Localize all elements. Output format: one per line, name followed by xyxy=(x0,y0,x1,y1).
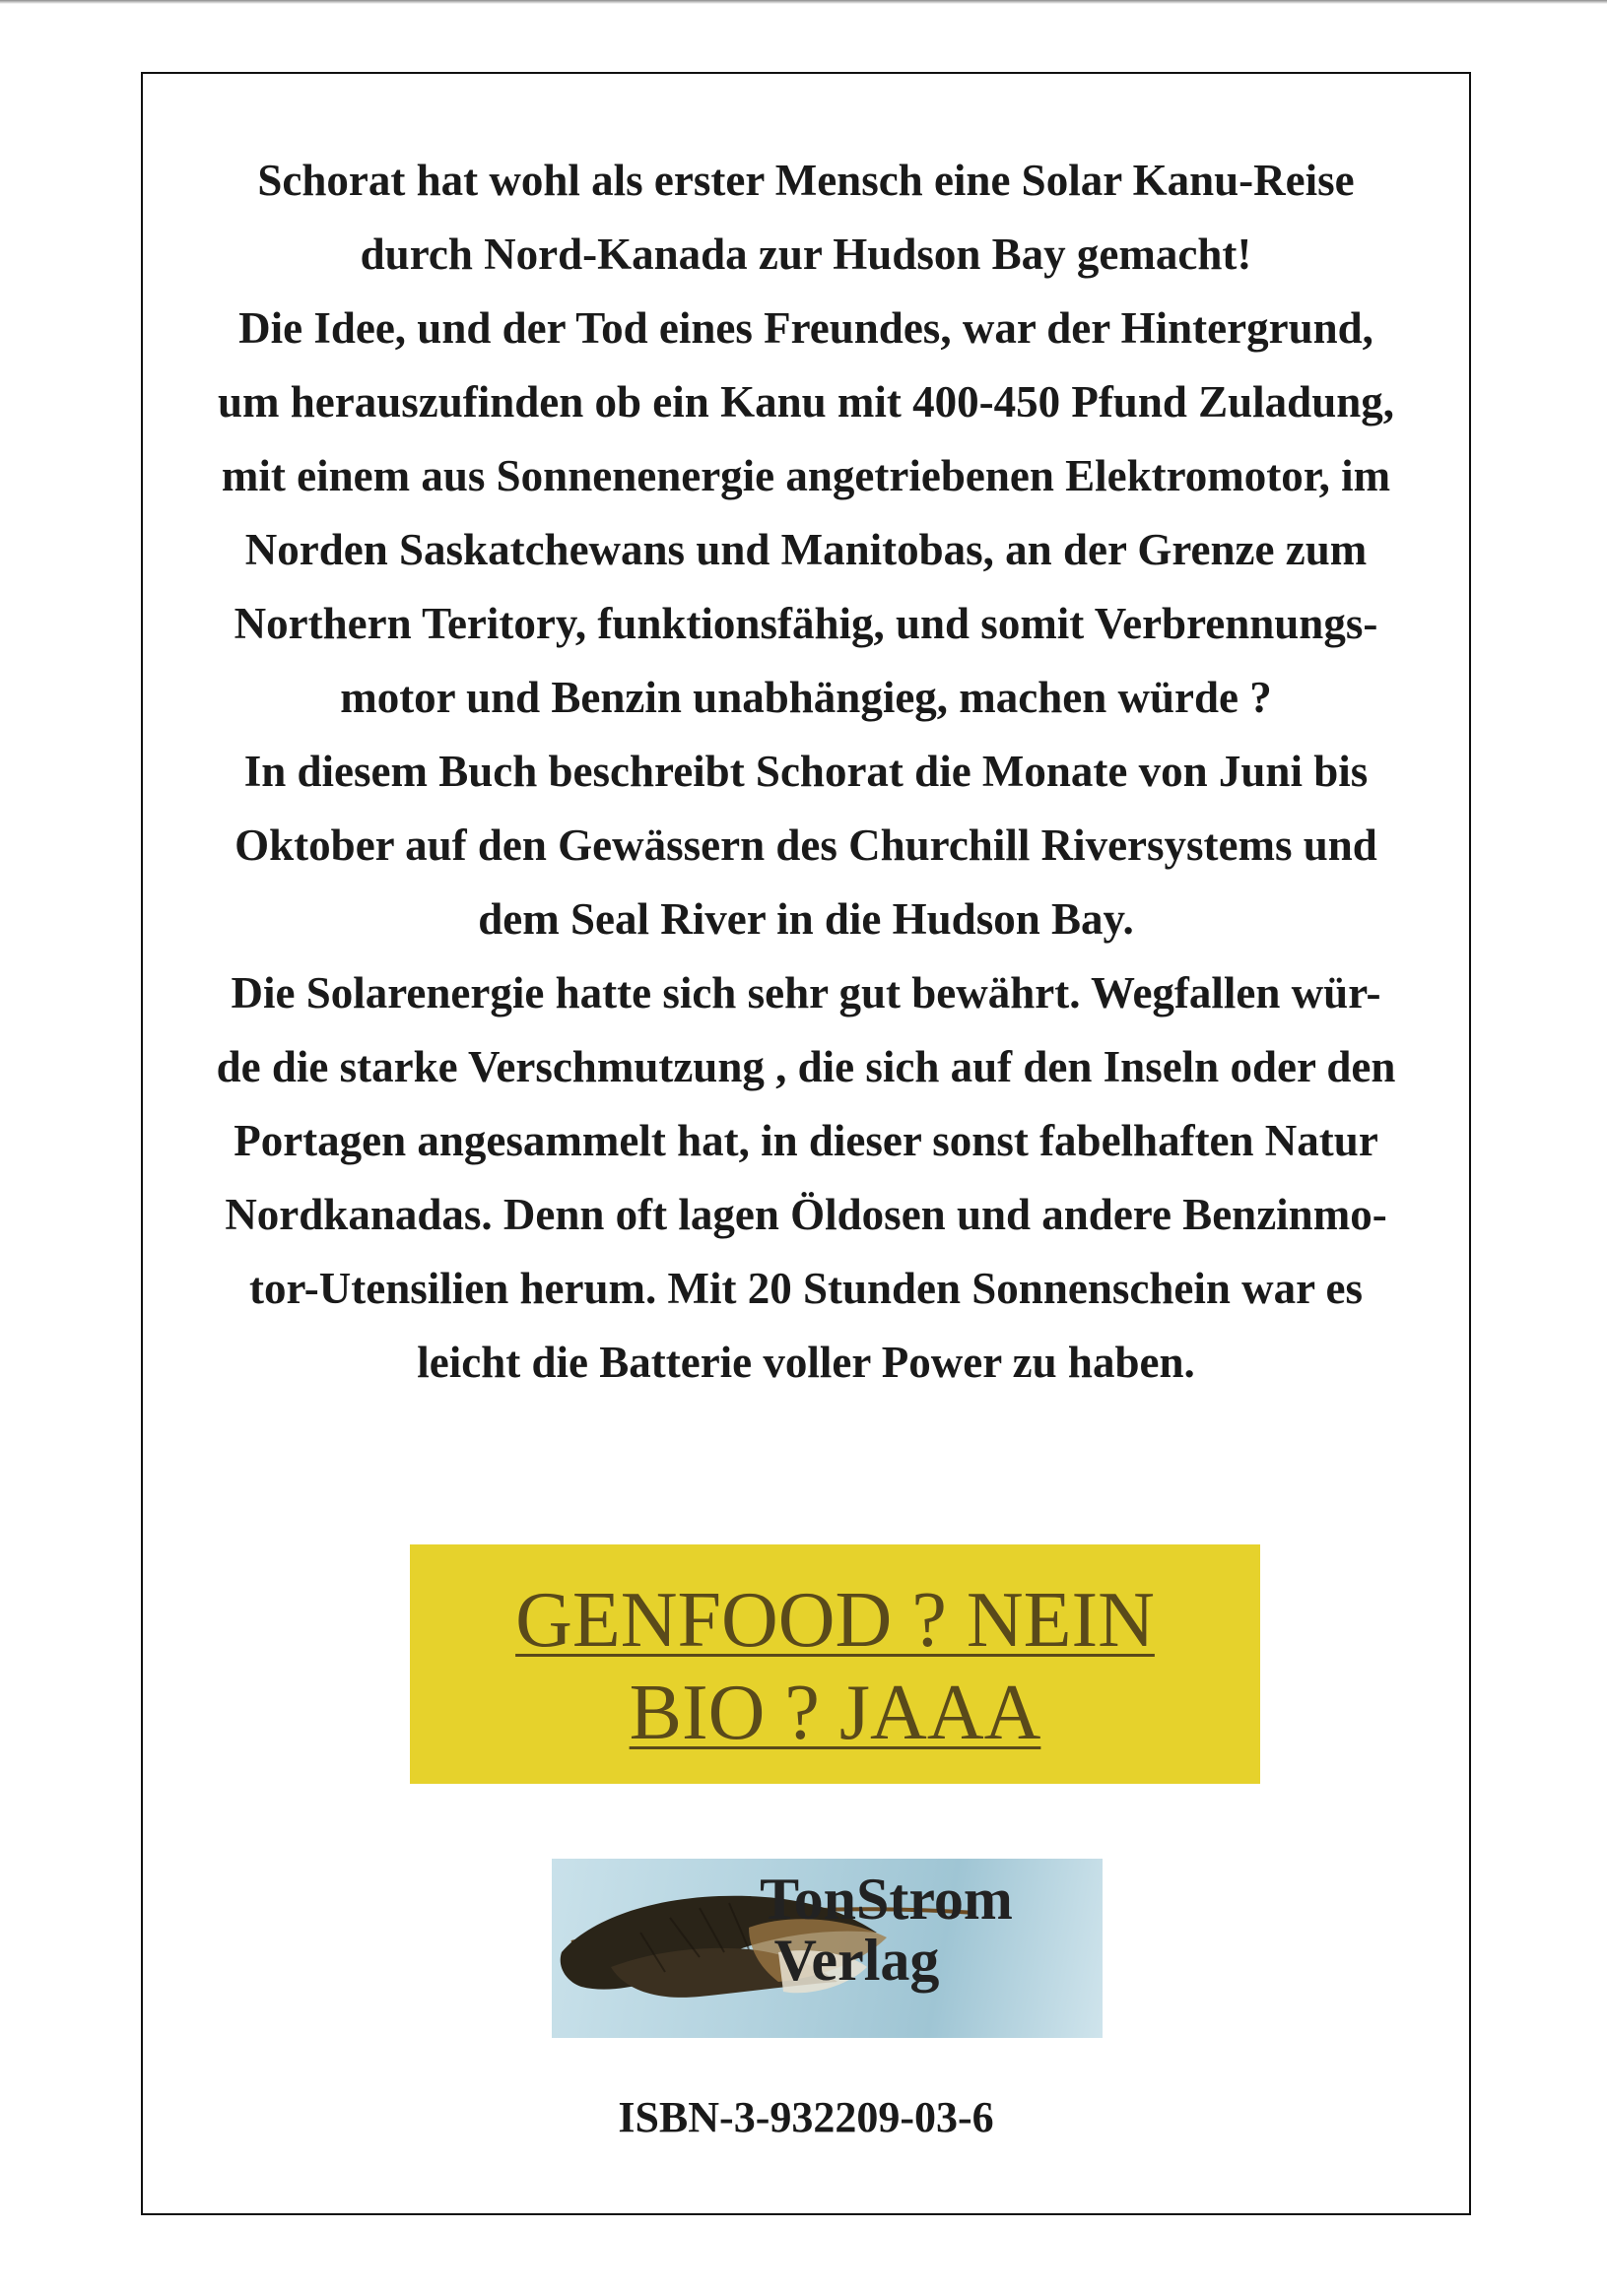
blurb-line: durch Nord-Kanada zur Hudson Bay gemacht! xyxy=(360,230,1252,279)
slogan-line-bio: BIO ? JAAA xyxy=(629,1670,1041,1756)
blurb-line: um herauszufinden ob ein Kanu mit 400-450 Pfund Zuladung, xyxy=(217,377,1395,426)
blurb-line: de die starke Verschmutzung , die sich auf den Inseln oder den xyxy=(216,1042,1396,1091)
scan-edge-shadow xyxy=(0,0,1607,4)
publisher-name-line1: TonStrom xyxy=(760,1867,1013,1932)
blurb-line: motor und Benzin unabhängieg, machen würde ? xyxy=(340,673,1272,722)
slogan-line-genfood: GENFOOD ? NEIN xyxy=(515,1577,1155,1664)
blurb-line: Northern Teritory, funktionsfähig, und somit Verbrennungs- xyxy=(234,599,1378,648)
blurb-line: Die Solarenergie hatte sich sehr gut bewährt. Wegfallen wür- xyxy=(231,968,1381,1017)
publisher-name-line2: Verlag xyxy=(773,1928,940,1993)
blurb-line: leicht die Batterie voller Power zu haben. xyxy=(417,1338,1195,1387)
blurb-line: Nordkanadas. Denn oft lagen Öldosen und andere Benzinmo- xyxy=(225,1190,1387,1239)
blurb-line: Die Idee, und der Tod eines Freundes, war der Hintergrund, xyxy=(238,303,1373,353)
blurb-line: Portagen angesammelt hat, in dieser sonst fabelhaften Natur xyxy=(234,1116,1378,1165)
blurb-line: Norden Saskatchewans und Manitobas, an der Grenze zum xyxy=(244,525,1368,574)
blurb-line: dem Seal River in die Hudson Bay. xyxy=(478,894,1134,944)
publisher-logo xyxy=(552,1859,1103,2038)
blurb-line: mit einem aus Sonnenenergie angetriebenen Elektromotor, im xyxy=(221,451,1391,500)
blurb-line: Schorat hat wohl als erster Mensch eine Solar Kanu-Reise xyxy=(257,156,1355,205)
slogan-banner xyxy=(410,1544,1260,1784)
isbn-number: ISBN-3-932209-03-6 xyxy=(618,2093,994,2141)
blurb-line: tor-Utensilien herum. Mit 20 Stunden Sonnenschein war es xyxy=(248,1264,1364,1313)
blurb-line: In diesem Buch beschreibt Schorat die Monate von Juni bis xyxy=(243,747,1369,796)
back-cover-blurb xyxy=(148,144,1464,1400)
blurb-line: Oktober auf den Gewässern des Churchill Riversystems und xyxy=(234,820,1377,870)
